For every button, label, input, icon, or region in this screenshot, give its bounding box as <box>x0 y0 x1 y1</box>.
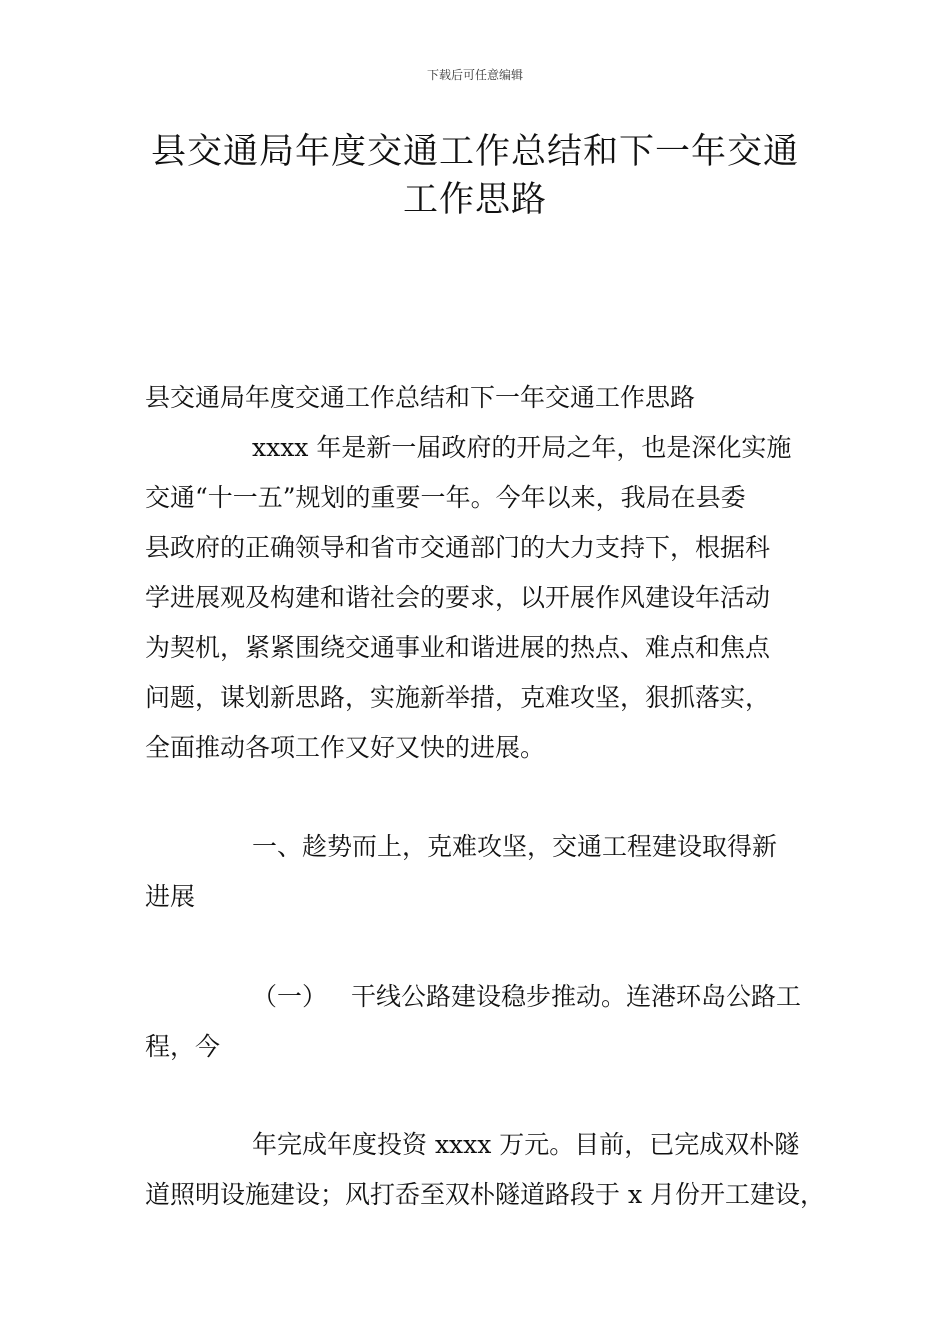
intro-line-4: 学进展观及构建和谐社会的要求，以开展作风建设年活动 <box>145 583 771 612</box>
title-line-2: 工作思路 <box>402 180 547 220</box>
intro-line-7: 全面推动各项工作又好又快的进展。 <box>145 733 546 762</box>
intro-line-1: xxxx 年是新一届政府的开局之年，也是深化实施 <box>252 433 792 462</box>
subtitle-paragraph <box>145 373 810 423</box>
section-1-line-2: 进展 <box>145 882 196 911</box>
section-1-line-1: 一、趁势而上，克难攻坚，交通工程建设取得新 <box>252 832 778 861</box>
item-1-line-2: 程，今 <box>145 1032 221 1061</box>
item-1-continuation-paragraph <box>145 1120 825 1220</box>
item-1-text: 干线公路建设稳步推动。连港环岛公路工 <box>351 982 802 1011</box>
subtitle-line: 县交通局年度交通工作总结和下一年交通工作思路 <box>145 383 696 412</box>
page-header-note: 下载后可任意编辑 <box>426 68 523 82</box>
intro-line-5: 为契机，紧紧围绕交通事业和谐进展的热点、难点和焦点 <box>145 633 771 662</box>
item-1-line-1 <box>145 972 810 1022</box>
intro-line-2: 交通“十一五”规划的重要一年。今年以来，我局在县委 <box>145 483 746 512</box>
title-line-1: 县交通局年度交通工作总结和下一年交通 <box>150 132 799 172</box>
document-title <box>120 128 830 224</box>
item-1-paragraph <box>145 972 810 1072</box>
intro-line-3: 县政府的正确领导和省市交通部门的大力支持下，根据科 <box>145 533 771 562</box>
section-1-heading <box>145 822 810 922</box>
intro-line-6: 问题，谋划新思路，实施新举措，克难攻坚，狠抓落实， <box>145 683 771 712</box>
item-1-number: （一） <box>252 982 328 1011</box>
intro-paragraph <box>145 423 810 773</box>
item-1-cont-line-2: 道照明设施建设；风打岙至双朴隧道路段于 x 月份开工建设， <box>145 1180 825 1209</box>
item-1-cont-line-1: 年完成年度投资 xxxx 万元。目前，已完成双朴隧 <box>252 1130 800 1159</box>
